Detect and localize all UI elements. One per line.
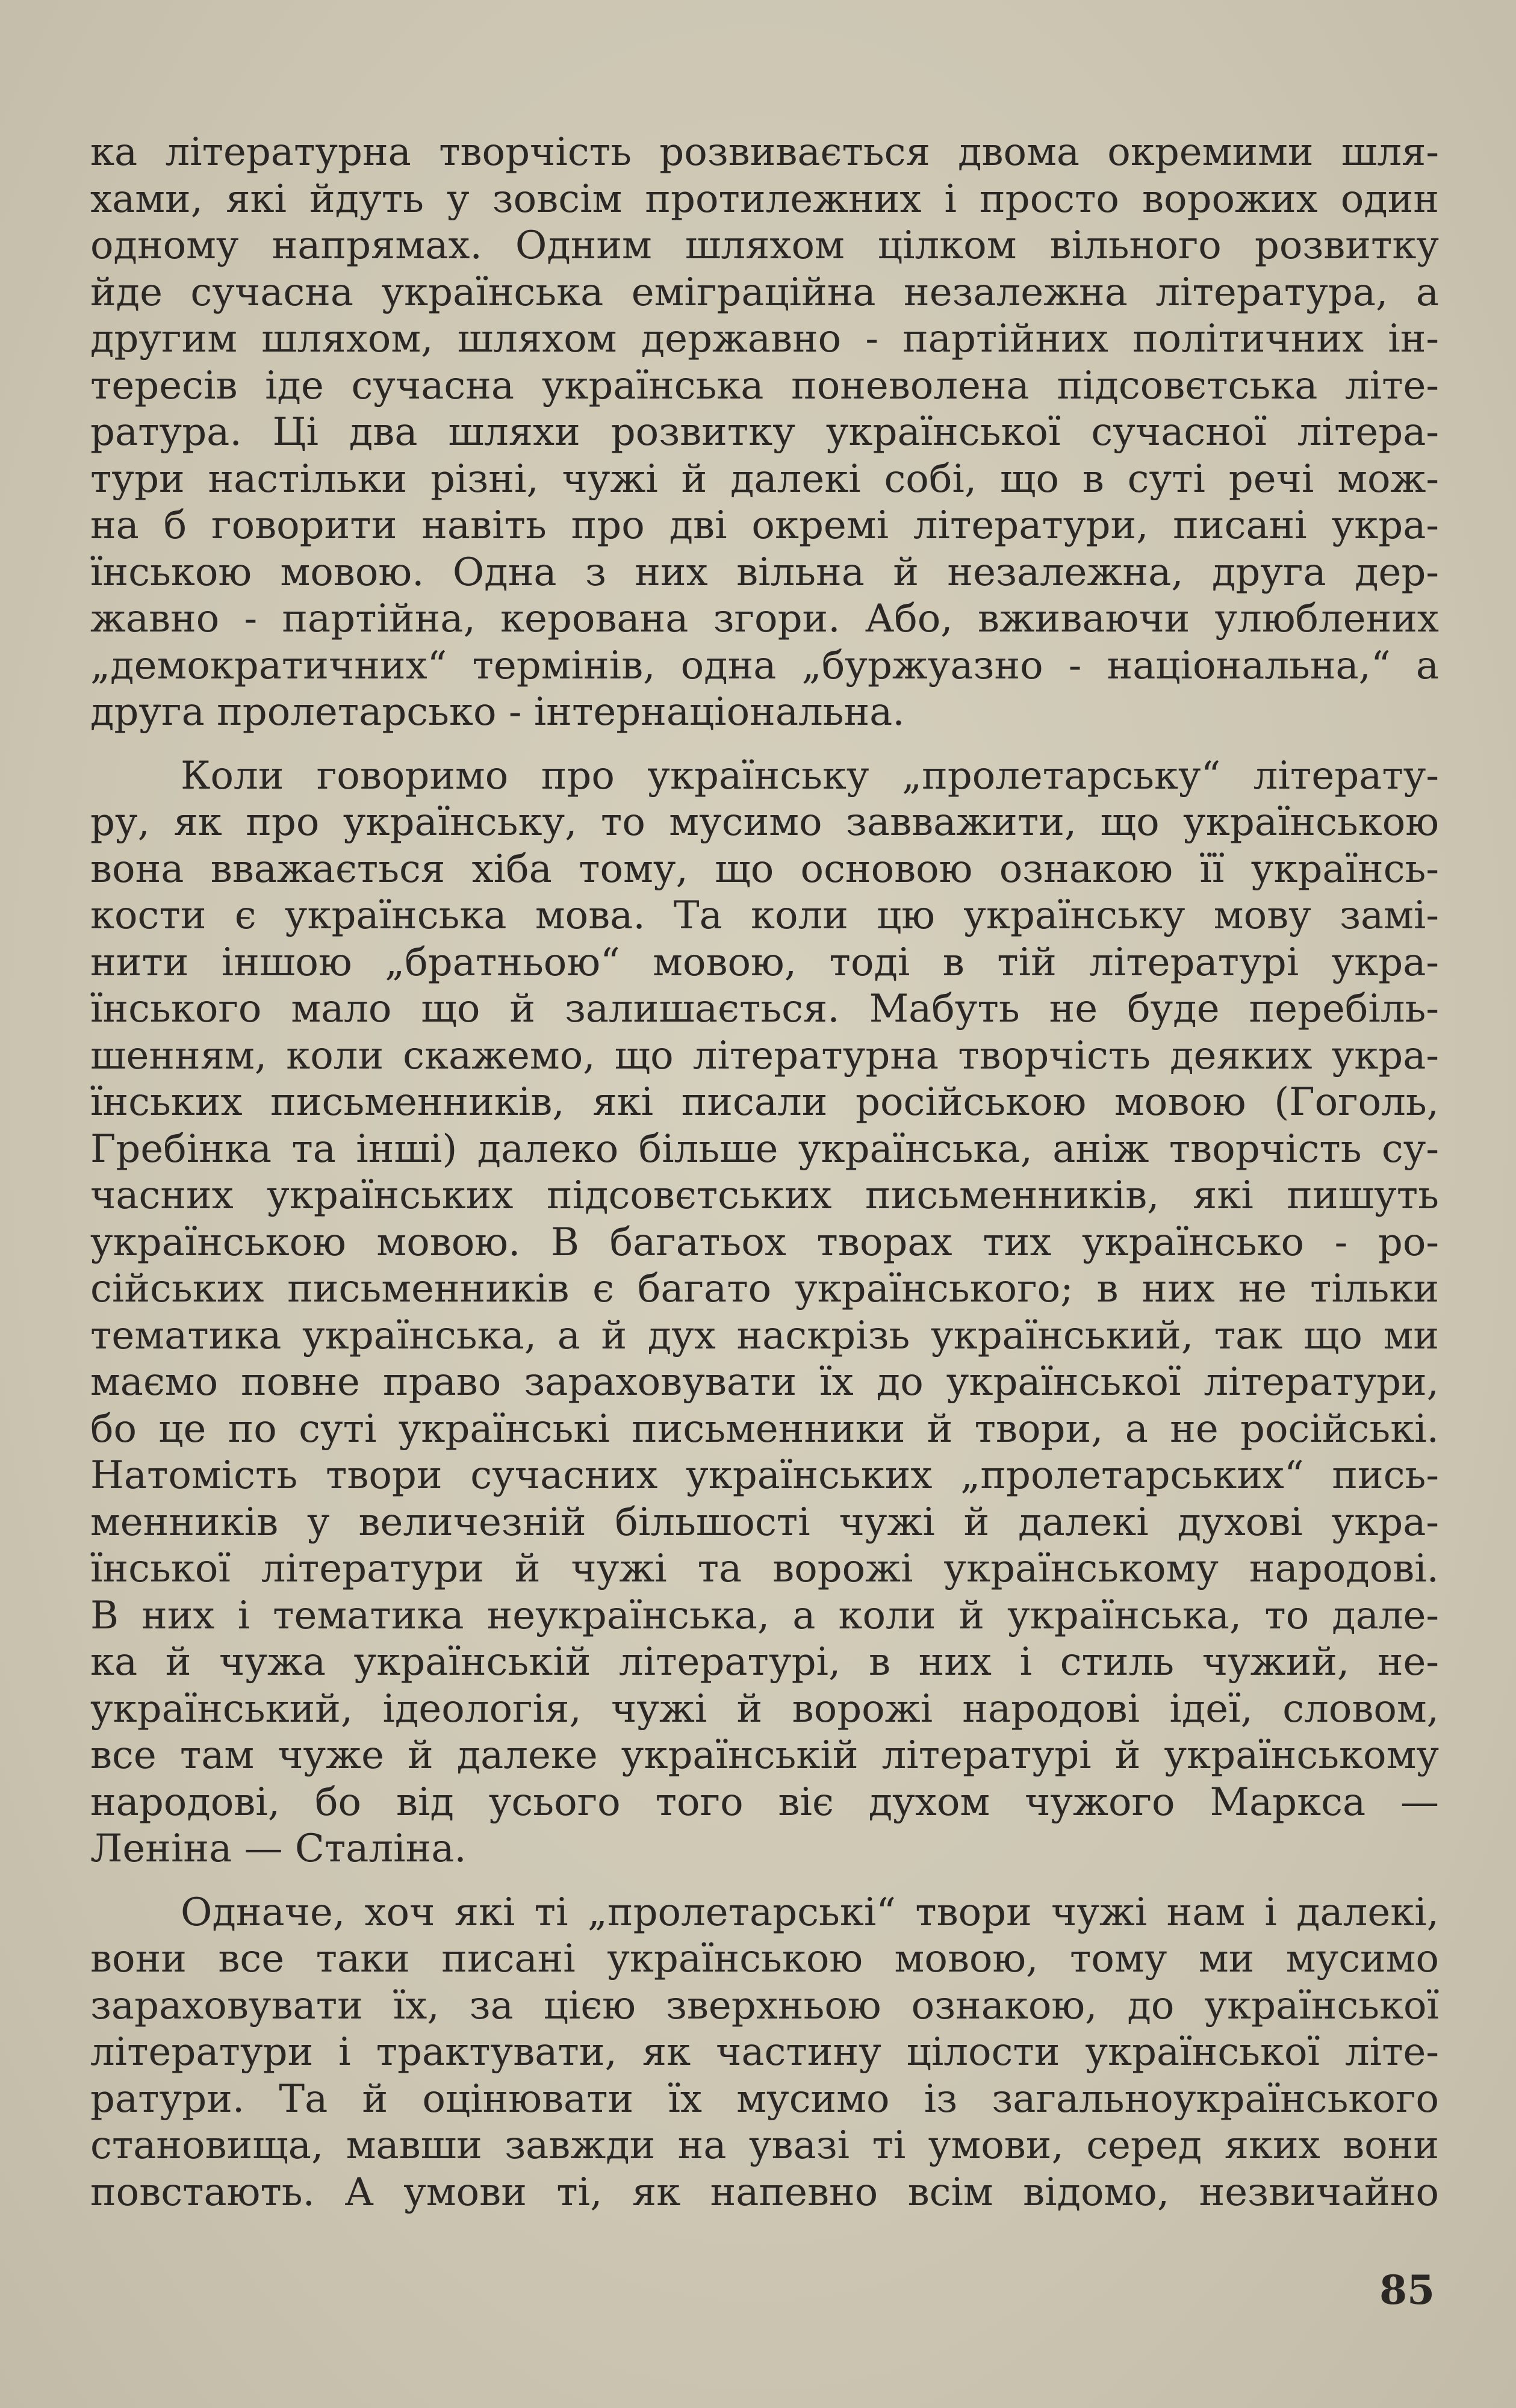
text-line: їнського мало що й залишається. Мабуть не буде перебіль- bbox=[90, 987, 1439, 1031]
text-line: одному напрямах. Одним шляхом цілком вільного розвитку bbox=[90, 223, 1439, 268]
paragraph-gap bbox=[90, 1873, 1439, 1890]
text-line: хами, які йдуть у зовсім протилежних і просто ворожих один bbox=[90, 176, 1439, 222]
paragraph bbox=[90, 1890, 1439, 2217]
text-line: становища, мавши завжди на увазі ті умови, серед яких вони bbox=[90, 2123, 1439, 2168]
text-line: ка й чужа українській літературі, в них і стиль чужий, не- bbox=[90, 1640, 1439, 1684]
text-line: йде сучасна українська еміграційна незалежна література, а bbox=[90, 270, 1439, 315]
text-line: вона вважається хіба тому, що основою ознакою її українсь- bbox=[90, 846, 1439, 892]
text-line: тересів іде сучасна українська поневолена підсовєтська літе- bbox=[90, 363, 1439, 408]
body-text bbox=[90, 129, 1439, 2216]
text-line: жавно - партійна, керована згори. Або, вживаючи улюблених bbox=[90, 597, 1439, 641]
text-line: сійських письменників є багато українського; в них не тільки bbox=[90, 1267, 1439, 1311]
text-line: все там чуже й далеке українській літературі й українському bbox=[90, 1733, 1439, 1778]
paragraph-gap bbox=[90, 736, 1439, 753]
text-line: Леніна — Сталіна. bbox=[90, 1826, 467, 1871]
text-line: тури настільки різні, чужі й далекі собі, що в суті речі мож- bbox=[90, 456, 1439, 501]
text-line: Гребінка та інші) далеко більше українська, аніж творчість су- bbox=[90, 1126, 1439, 1171]
text-line: „демократичних“ термінів, одна „буржуазно - національна,“ а bbox=[90, 643, 1439, 688]
text-line: літератури і трактувати, як частину цілости української літе- bbox=[90, 2030, 1439, 2074]
page-number: 85 bbox=[1379, 2267, 1435, 2313]
text-line: народові, бо від усього того віє духом чужого Маркса — bbox=[90, 1780, 1439, 1825]
text-line: ка літературна творчість розвивається двома окремими шля- bbox=[90, 130, 1439, 175]
text-line: В них і тематика неукраїнська, а коли й українська, то дале- bbox=[90, 1593, 1439, 1638]
text-line: Натомість твори сучасних українських „пролетарських“ пись- bbox=[90, 1453, 1439, 1498]
text-line: друга пролетарсько - інтернаціональна. bbox=[90, 690, 905, 734]
paragraph bbox=[90, 753, 1439, 1873]
paragraph bbox=[90, 129, 1439, 736]
text-line: ратура. Ці два шляхи розвитку української сучасної літера- bbox=[90, 410, 1439, 455]
text-line: їнською мовою. Одна з них вільна й незалежна, друга дер- bbox=[90, 550, 1439, 595]
text-line: повстають. А умови ті, як напевно всім відомо, незвичайно bbox=[90, 2170, 1439, 2215]
text-line: Одначе, хоч які ті „пролетарські“ твори чужі нам і далекі, bbox=[181, 1890, 1439, 1935]
text-line: на б говорити навіть про дві окремі літератури, писані укра- bbox=[90, 503, 1439, 548]
text-line: тематика українська, а й дух наскрізь український, так що ми bbox=[90, 1313, 1439, 1358]
text-line: їнської літератури й чужі та ворожі українському народові. bbox=[90, 1547, 1439, 1591]
text-line: часних українських підсовєтських письменників, які пишуть bbox=[90, 1173, 1439, 1218]
text-line: кости є українська мова. Та коли цю українську мову замі- bbox=[90, 893, 1439, 938]
text-line: шенням, коли скажемо, що літературна творчість деяких укра- bbox=[90, 1033, 1439, 1078]
text-line: нити іншою „братньою“ мовою, тоді в тій літературі укра- bbox=[90, 940, 1439, 985]
text-line: їнських письменників, які писали російською мовою (Гоголь, bbox=[90, 1080, 1439, 1125]
text-line: Коли говоримо про українську „пролетарську“ літерату- bbox=[181, 753, 1439, 798]
text-line: менників у величезній більшості чужі й далекі духові укра- bbox=[90, 1500, 1439, 1545]
text-line: український, ідеологія, чужі й ворожі народові ідеї, словом, bbox=[90, 1686, 1439, 1731]
text-line: другим шляхом, шляхом державно - партійних політичних ін- bbox=[90, 317, 1439, 361]
text-line: бо це по суті українські письменники й твори, а не російські. bbox=[90, 1406, 1439, 1451]
text-line: зараховувати їх, за цією зверхньою ознакою, до української bbox=[90, 1983, 1439, 2028]
text-line: українською мовою. В багатьох творах тих українсько - ро- bbox=[90, 1220, 1439, 1265]
text-line: ратури. Та й оцінювати їх мусимо із загальноукраїнського bbox=[90, 2076, 1439, 2121]
text-line: маємо повне право зараховувати їх до української літератури, bbox=[90, 1360, 1439, 1404]
text-line: ру, як про українську, то мусимо завважити, що українською bbox=[90, 800, 1439, 845]
text-line: вони все таки писані українською мовою, тому ми мусимо bbox=[90, 1937, 1439, 1981]
